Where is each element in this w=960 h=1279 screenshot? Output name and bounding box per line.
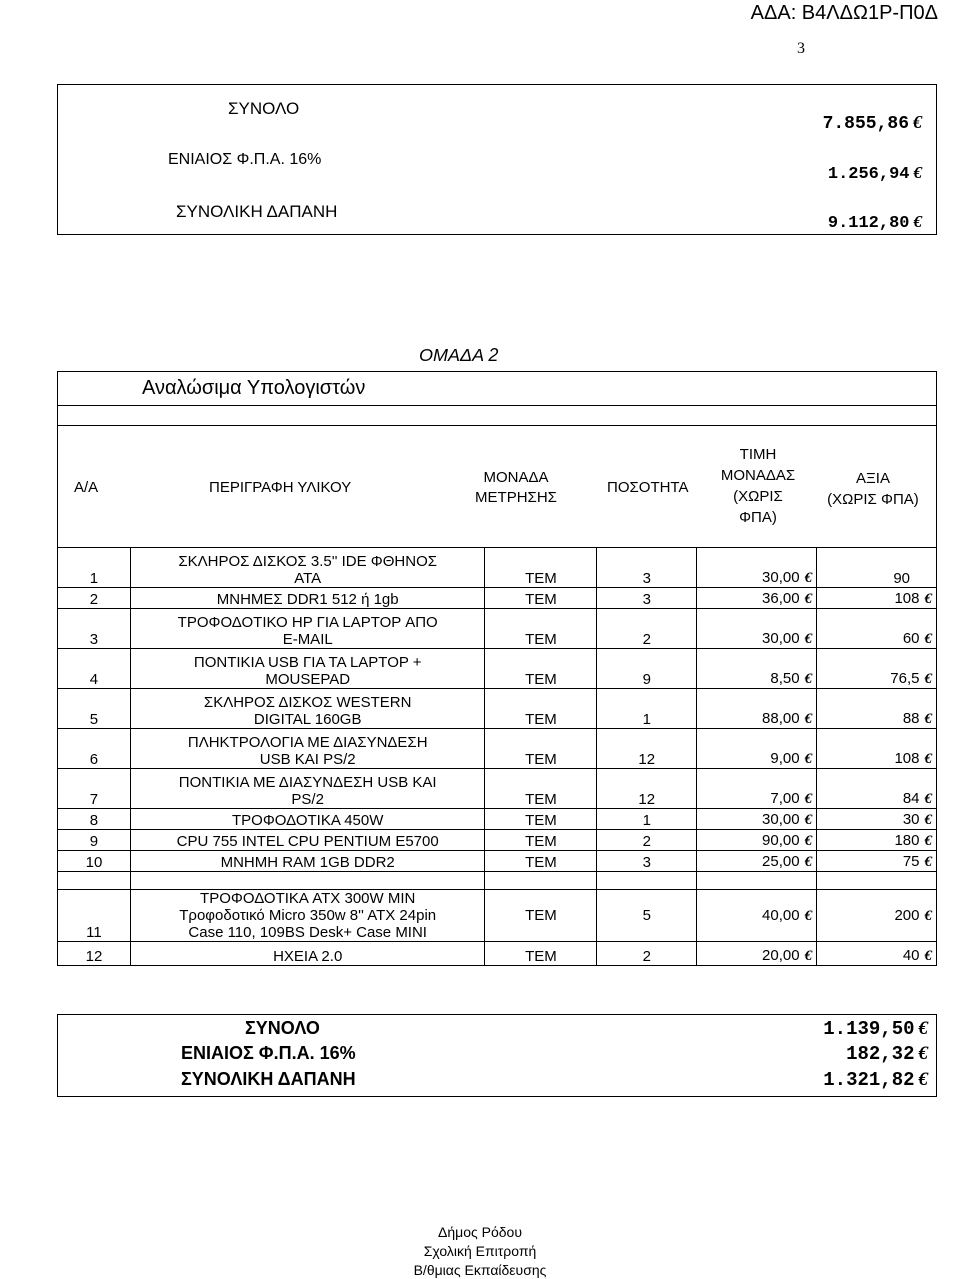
description-line: Τροφοδοτικό Micro 350w 8'' ATX 24pin xyxy=(179,907,437,924)
euro-icon: € xyxy=(804,907,813,924)
description-line: ΣΚΛΗΡΟΣ ΔΙΣΚΟΣ 3.5'' IDE ΦΘΗΝΟΣ xyxy=(178,553,438,570)
empty-cell xyxy=(58,872,131,890)
description-line: ΠΟΝΤΙΚΙΑ USB ΓΙΑ ΤΑ LAPTOP + xyxy=(193,654,422,671)
cell-aa: 9 xyxy=(58,830,131,851)
cell-description xyxy=(130,649,485,689)
summary2-label-vat: ΕΝΙΑΙΟΣ Φ.Π.Α. 16% xyxy=(181,1043,356,1063)
description-line: ΤΡΟΦΟΔΟΤΙΚΑ ATX 300W MIN xyxy=(200,890,416,907)
summary1-label-vat: ΕΝΙΑΙΟΣ Φ.Π.Α. 16% xyxy=(168,151,322,168)
cell-unit: TEM xyxy=(485,649,597,689)
cell-value: 180 € xyxy=(817,830,937,851)
cell-price: 88,00 € xyxy=(697,689,817,729)
cell-aa: 5 xyxy=(58,689,131,729)
summary1-value-total: 7.855,86 € xyxy=(822,112,922,134)
summary2-value-total: 1.139,50 € xyxy=(823,1018,928,1040)
euro-icon: € xyxy=(924,751,932,767)
cell-qty: 5 xyxy=(597,890,697,942)
cell-unit: TEM xyxy=(485,548,597,588)
description-line: ΜΝΗΜΗ RAM 1GB DDR2 xyxy=(220,854,395,871)
euro-icon: € xyxy=(804,751,813,767)
summary2-label-grand: ΣΥΝΟΛΙΚΗ ΔΑΠΑΝΗ xyxy=(181,1069,356,1089)
cell-qty: 1 xyxy=(597,689,697,729)
cell-qty: 12 xyxy=(597,729,697,769)
table-row xyxy=(58,548,937,588)
group-header-box xyxy=(57,371,937,548)
cell-value: 40 € xyxy=(817,942,937,966)
euro-icon: € xyxy=(804,791,813,807)
summary-box-2 xyxy=(57,1014,937,1097)
cell-qty: 9 xyxy=(597,649,697,689)
cell-price: 36,00 € xyxy=(697,588,817,609)
table-row xyxy=(58,890,937,942)
cell-unit: TEM xyxy=(485,890,597,942)
description-line: USB ΚΑΙ PS/2 xyxy=(259,751,356,768)
euro-icon: € xyxy=(804,833,813,849)
table-row xyxy=(58,769,937,809)
col-header-value: ΑΞΙΑ (ΧΩΡΙΣ ΦΠΑ) xyxy=(827,470,919,508)
euro-icon: € xyxy=(804,812,813,828)
cell-aa: 4 xyxy=(58,649,131,689)
cell-description xyxy=(130,609,485,649)
cell-value: 60 € xyxy=(817,609,937,649)
cell-value: 90 xyxy=(817,548,937,588)
description-line: ΠΟΝΤΙΚΙΑ ΜΕ ΔΙΑΣΥΝΔΕΣΗ USB ΚΑΙ xyxy=(178,774,437,791)
empty-cell xyxy=(485,872,597,890)
summary2-value-vat: 182,32 € xyxy=(846,1043,928,1065)
cell-description xyxy=(130,830,485,851)
cell-aa: 1 xyxy=(58,548,131,588)
euro-icon: € xyxy=(804,591,813,607)
col-header-price: ΤΙΜΗ ΜΟΝΑΔΑΣ (ΧΩΡΙΣ ΦΠΑ) xyxy=(720,446,796,526)
cell-description xyxy=(130,588,485,609)
cell-aa: 7 xyxy=(58,769,131,809)
cell-qty: 3 xyxy=(597,548,697,588)
cell-unit: TEM xyxy=(485,809,597,830)
cell-description xyxy=(130,890,485,942)
euro-icon: € xyxy=(804,570,813,586)
euro-icon: € xyxy=(924,948,932,964)
euro-icon: € xyxy=(913,212,922,231)
cell-description: ΗΧΕΙΑ 2.0 xyxy=(130,942,485,966)
summary1-value-grand: 9.112,80 € xyxy=(827,212,922,233)
cell-value: 76,5 € xyxy=(817,649,937,689)
cell-qty: 2 xyxy=(597,942,697,966)
col-header-unit: ΜΟΝΑΔΑ ΜΕΤΡΗΣΗΣ xyxy=(475,469,557,506)
cell-aa: 8 xyxy=(58,809,131,830)
empty-cell xyxy=(817,872,937,890)
cell-price: 90,00 € xyxy=(697,830,817,851)
euro-icon: € xyxy=(913,112,922,132)
footer-education: Β/θμιας Εκπαίδευσης xyxy=(413,1262,547,1278)
cell-price: 30,00 € xyxy=(697,809,817,830)
cell-value: 30 € xyxy=(817,809,937,830)
cell-description xyxy=(130,851,485,872)
cell-unit: TEM xyxy=(485,942,597,966)
euro-icon: € xyxy=(918,1043,928,1064)
cell-unit: TEM xyxy=(485,609,597,649)
footer-committee: Σχολική Επιτροπή xyxy=(423,1243,537,1259)
euro-icon: € xyxy=(924,791,932,807)
euro-icon: € xyxy=(924,711,932,727)
summary1-label-total: ΣΥΝΟΛΟ xyxy=(228,99,300,118)
table-row xyxy=(58,649,937,689)
cell-price: 7,00 € xyxy=(697,769,817,809)
cell-value: 108 € xyxy=(817,729,937,769)
cell-aa: 2 xyxy=(58,588,131,609)
cell-qty: 2 xyxy=(597,609,697,649)
euro-icon: € xyxy=(804,631,813,647)
cell-description xyxy=(130,548,485,588)
spacer-row xyxy=(58,872,937,890)
cell-value: 88 € xyxy=(817,689,937,729)
cell-qty: 3 xyxy=(597,588,697,609)
cell-price: 25,00 € xyxy=(697,851,817,872)
table-row xyxy=(58,689,937,729)
cell-unit: TEM xyxy=(485,588,597,609)
cell-value: 84 € xyxy=(817,769,937,809)
euro-icon: € xyxy=(924,854,932,870)
divider xyxy=(58,425,936,426)
description-line: ΣΚΛΗΡΟΣ ΔΙΣΚΟΣ WESTERN xyxy=(203,694,412,711)
cell-value: 108 € xyxy=(817,588,937,609)
col-header-aa: Α/Α xyxy=(74,479,99,496)
cell-aa: 10 xyxy=(58,851,131,872)
col-header-qty: ΠΟΣΟΤΗΤΑ xyxy=(607,479,689,496)
footer-municipality: Δήμος Ρόδου xyxy=(438,1224,522,1240)
cell-price: 30,00 € xyxy=(697,609,817,649)
cell-qty: 3 xyxy=(597,851,697,872)
table-row xyxy=(58,942,937,966)
euro-icon: € xyxy=(924,671,932,687)
description-line: DIGITAL 160GB xyxy=(253,711,362,728)
description-line: CPU 755 INTEL CPU PENTIUM E5700 xyxy=(176,833,439,850)
ada-code: ΑΔΑ: Β4ΛΔΩ1Ρ-Π0Δ xyxy=(750,2,938,24)
description-line: ΠΛΗΚΤΡΟΛΟΓΙΑ ΜΕ ΔΙΑΣΥΝΔΕΣΗ xyxy=(187,734,428,751)
euro-icon: € xyxy=(913,163,922,182)
cell-price: 9,00 € xyxy=(697,729,817,769)
group-title: ΟΜΑΔΑ 2 xyxy=(419,345,499,365)
col-header-description: ΠΕΡΙΓΡΑΦΗ ΥΛΙΚΟΥ xyxy=(209,479,352,496)
description-line: ΤΡΟΦΟΔΟΤΙΚΑ 450W xyxy=(231,812,384,829)
description-line: PS/2 xyxy=(291,791,324,808)
cell-unit: TEM xyxy=(485,851,597,872)
items-table xyxy=(57,547,937,966)
table-row xyxy=(58,809,937,830)
table-row xyxy=(58,851,937,872)
group-subtitle: Αναλώσιμα Υπολογιστών xyxy=(142,377,366,399)
summary1-label-grand: ΣΥΝΟΛΙΚΗ ΔΑΠΑΝΗ xyxy=(176,202,338,221)
cell-qty: 12 xyxy=(597,769,697,809)
euro-icon: € xyxy=(804,948,813,964)
divider xyxy=(58,405,936,406)
cell-aa: 6 xyxy=(58,729,131,769)
cell-description xyxy=(130,809,485,830)
euro-icon: € xyxy=(918,1018,928,1039)
euro-icon: € xyxy=(924,631,932,647)
euro-icon: € xyxy=(924,907,932,924)
table-row xyxy=(58,588,937,609)
cell-aa: 12 xyxy=(58,942,131,966)
cell-qty: 2 xyxy=(597,830,697,851)
summary-box-1 xyxy=(57,84,937,235)
cell-unit: TEM xyxy=(485,729,597,769)
euro-icon: € xyxy=(924,591,932,607)
cell-description xyxy=(130,689,485,729)
description-line: MOUSEPAD xyxy=(265,671,351,688)
cell-description xyxy=(130,729,485,769)
table-row xyxy=(58,729,937,769)
euro-icon: € xyxy=(924,833,932,849)
euro-icon: € xyxy=(804,854,813,870)
euro-icon: € xyxy=(804,711,813,727)
table-row xyxy=(58,830,937,851)
empty-cell xyxy=(597,872,697,890)
cell-value: 75 € xyxy=(817,851,937,872)
euro-icon: € xyxy=(804,671,813,687)
empty-cell xyxy=(130,872,485,890)
cell-value: 200 € xyxy=(817,890,937,942)
summary1-value-vat: 1.256,94 € xyxy=(827,163,922,184)
table-row xyxy=(58,609,937,649)
cell-price: 30,00 € xyxy=(697,548,817,588)
cell-price: 20,00 € xyxy=(697,942,817,966)
cell-unit: TEM xyxy=(485,769,597,809)
description-line: Case 110, 109BS Desk+ Case MINI xyxy=(188,924,427,941)
description-line: E-MAIL xyxy=(282,631,333,648)
euro-icon: € xyxy=(918,1069,928,1090)
cell-aa: 3 xyxy=(58,609,131,649)
description-line: ΤΡΟΦΟΔΟΤΙΚΟ HP ΓΙΑ LAPTOP ΑΠΟ xyxy=(177,614,438,631)
summary2-value-grand: 1.321,82 € xyxy=(823,1069,928,1091)
cell-aa: 11 xyxy=(58,890,131,942)
cell-qty: 1 xyxy=(597,809,697,830)
cell-description xyxy=(130,769,485,809)
cell-unit: TEM xyxy=(485,689,597,729)
cell-price: 40,00 € xyxy=(697,890,817,942)
page-number: 3 xyxy=(797,40,805,57)
cell-price: 8,50 € xyxy=(697,649,817,689)
cell-unit: TEM xyxy=(485,830,597,851)
empty-cell xyxy=(697,872,817,890)
summary2-label-total: ΣΥΝΟΛΟ xyxy=(245,1018,320,1038)
description-line: ΜΝΗΜΕΣ DDR1 512 ή 1gb xyxy=(216,591,399,608)
euro-icon: € xyxy=(924,812,932,828)
description-line: ATA xyxy=(294,570,322,587)
